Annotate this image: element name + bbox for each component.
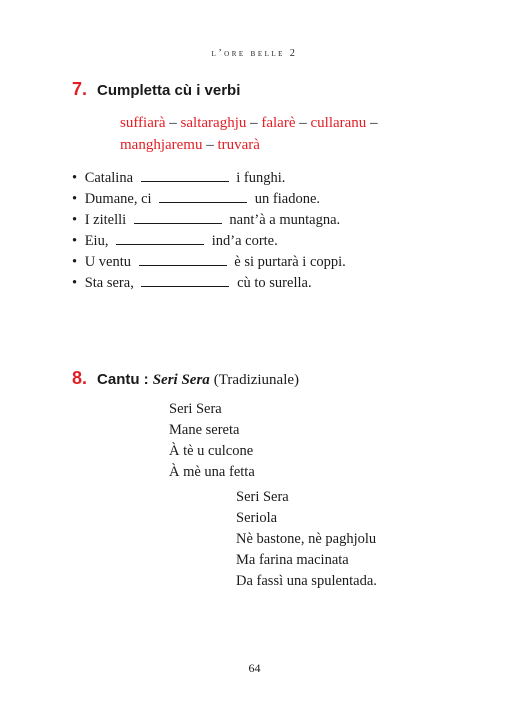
verb-separator: – (250, 115, 258, 131)
bullet: • (72, 275, 78, 291)
verse-line: Seri Sera (169, 401, 222, 417)
song-title: Seri Sera (152, 372, 210, 388)
bullet: • (72, 170, 78, 186)
sentence-start: I zitelli (84, 212, 127, 228)
song-stanza-2 (236, 487, 377, 592)
verse-line: À tè u culcone (169, 443, 254, 459)
sentence-start: U ventu (84, 254, 132, 270)
verse-line: Seri Sera (236, 489, 289, 505)
exercise-8-label: Cantu : (97, 371, 149, 388)
verb-item: truvarà (217, 137, 260, 153)
exercise-8-number: 8. (72, 368, 88, 388)
sentence-start: Dumane, ci (84, 191, 152, 207)
answer-blank[interactable] (141, 272, 229, 287)
verb-item: suffiarà (120, 115, 166, 131)
sentence-start: Sta sera, (84, 275, 134, 291)
fill-in-sentence (72, 230, 346, 251)
bullet: • (72, 254, 78, 270)
verse-line: Mane sereta (169, 422, 240, 438)
page-number: 64 (248, 661, 261, 675)
bullet: • (72, 212, 78, 228)
verb-item: falarè (261, 115, 296, 131)
bullet: • (72, 191, 78, 207)
exercise-7-heading (72, 79, 240, 100)
song-source: (Tradiziunale) (213, 372, 300, 388)
song-stanza-1 (169, 399, 255, 483)
sentence-end: i funghi. (236, 170, 286, 186)
verb-separator: – (370, 115, 378, 131)
verse-line: Nè bastone, nè paghjolu (236, 531, 377, 547)
sentence-end: ind’a corte. (211, 233, 278, 249)
sentence-end: un fiadone. (254, 191, 321, 207)
fill-in-list (72, 167, 346, 293)
fill-in-sentence (72, 272, 346, 293)
verse-line: Da fassì una spulentada. (236, 573, 377, 589)
verb-item: cullaranu (310, 115, 367, 131)
sentence-start: Catalina (84, 170, 134, 186)
verb-bank (120, 112, 410, 156)
answer-blank[interactable] (134, 209, 222, 224)
exercise-7-title: Cumpletta cù i verbi (97, 82, 241, 99)
exercise-8-heading (72, 368, 299, 389)
fill-in-sentence (72, 251, 346, 272)
sentence-end: è si purtarà i coppi. (234, 254, 346, 270)
running-head: l’ore belle 2 (211, 48, 298, 59)
fill-in-sentence (72, 167, 346, 188)
verse-line: À mè una fetta (169, 464, 255, 480)
answer-blank[interactable] (116, 230, 204, 245)
bullet: • (72, 233, 78, 249)
fill-in-sentence (72, 188, 346, 209)
sentence-end: cù to surella. (237, 275, 312, 291)
verb-item: manghjaremu (120, 137, 203, 153)
exercise-7-number: 7. (72, 79, 88, 99)
verse-line: Ma farina macinata (236, 552, 349, 568)
sentence-end: nant’à a muntagna. (229, 212, 341, 228)
verse-line: Seriola (236, 510, 278, 526)
verb-item: saltaraghju (180, 115, 247, 131)
answer-blank[interactable] (139, 251, 227, 266)
answer-blank[interactable] (159, 188, 247, 203)
verb-separator: – (206, 137, 214, 153)
answer-blank[interactable] (141, 167, 229, 182)
verb-separator: – (169, 115, 177, 131)
sentence-start: Eiu, (84, 233, 109, 249)
fill-in-sentence (72, 209, 346, 230)
verb-separator: – (299, 115, 307, 131)
